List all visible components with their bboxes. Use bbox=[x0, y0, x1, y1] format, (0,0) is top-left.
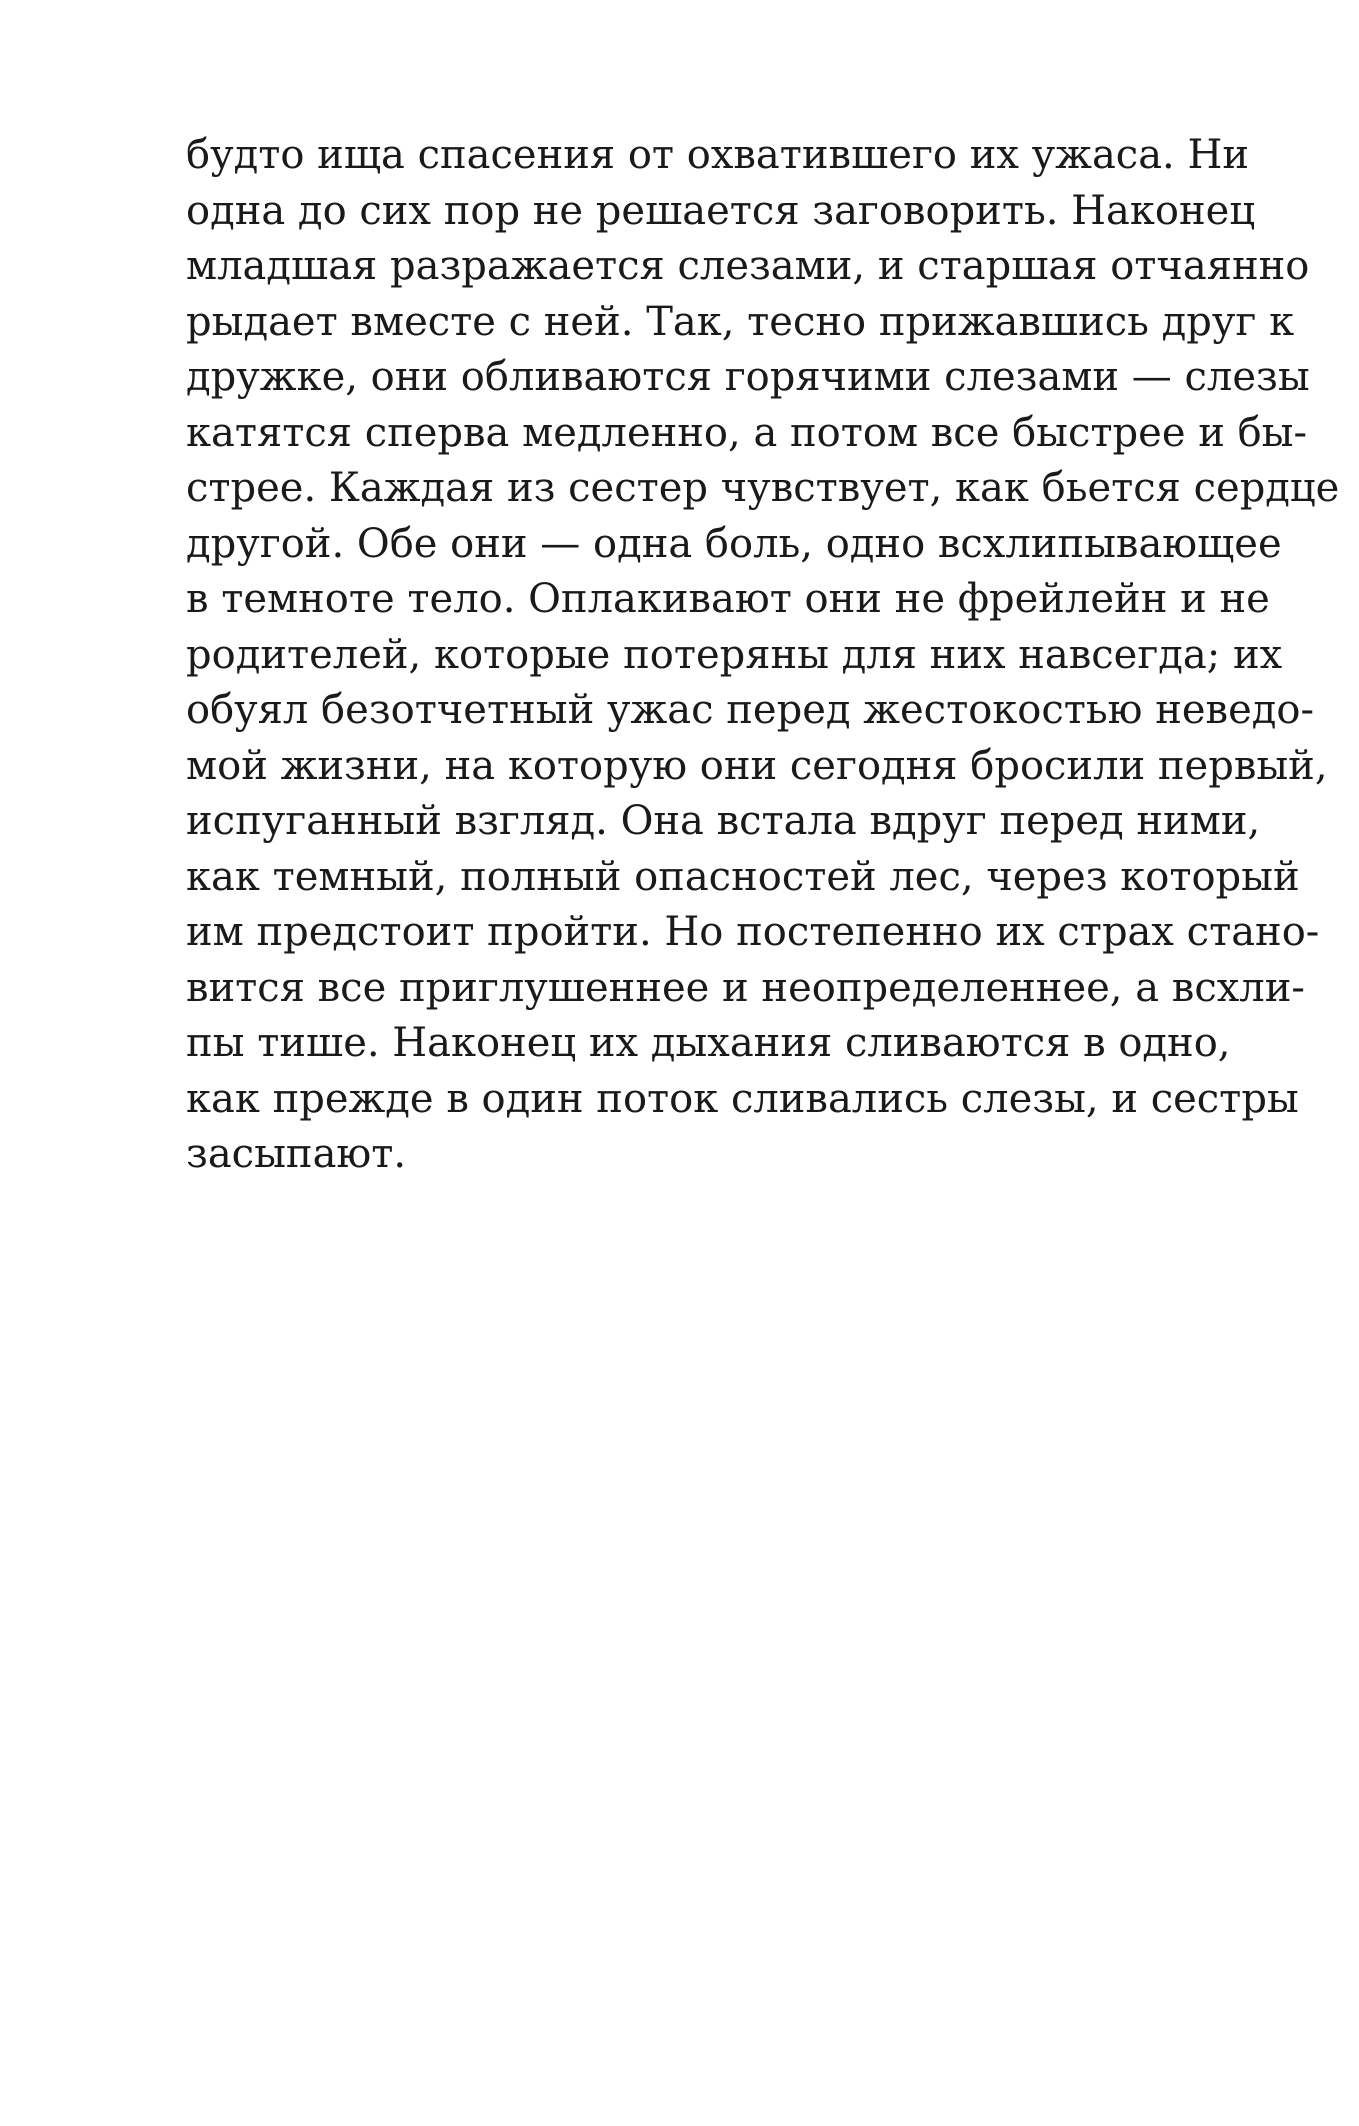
text-line: испуганный взгляд. Она встала вдруг перед ними, bbox=[186, 798, 1261, 844]
text-line: другой. Обе они — одна боль, одно всхлипывающее bbox=[186, 520, 1282, 567]
text-line: обуял безотчетный ужас перед жестокостью неведо- bbox=[186, 687, 1314, 733]
text-line: в темноте тело. Оплакивают они не фрейлейн и не bbox=[186, 576, 1270, 622]
text-line: пы тише. Наконец их дыхания сливаются в одно, bbox=[186, 1020, 1231, 1066]
text-line: дружке, они обливаются горячими слезами — слезы bbox=[186, 354, 1310, 400]
text-line: стрее. Каждая из сестер чувствует, как бьется сердце bbox=[186, 465, 1340, 511]
text-line: им предстоит пройти. Но постепенно их страх стано- bbox=[186, 909, 1320, 955]
text-line-last: засыпают. bbox=[186, 1131, 407, 1177]
text-line: вится все приглушеннее и неопределеннее, а всхли- bbox=[186, 964, 1305, 1011]
text-line: младшая разражается слезами, и старшая отчаянно bbox=[186, 243, 1310, 289]
text-line: одна до сих пор не решается заговорить. Наконец bbox=[186, 187, 1256, 234]
text-line: катятся сперва медленно, а потом все быстрее и бы- bbox=[186, 409, 1308, 456]
text-line: как темный, полный опасностей лес, через который bbox=[186, 853, 1300, 900]
text-line: рыдает вместе с ней. Так, тесно прижавшись друг к bbox=[186, 298, 1295, 345]
body-text bbox=[186, 128, 1340, 1183]
text-line: как прежде в один поток сливались слезы, и сестры bbox=[186, 1075, 1299, 1122]
text-line: будто ища спасения от охватившего их ужаса. Ни bbox=[186, 132, 1250, 178]
text-line: родителей, которые потеряны для них навсегда; их bbox=[186, 631, 1283, 678]
text-line: мой жизни, на которую они сегодня бросили первый, bbox=[186, 742, 1328, 789]
